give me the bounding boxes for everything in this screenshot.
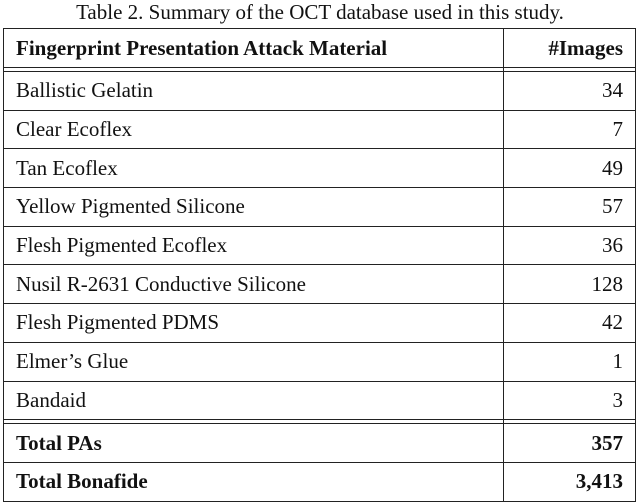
oct-database-table	[3, 28, 636, 502]
table-row	[4, 226, 636, 265]
table-row	[4, 188, 636, 227]
total-value: 357	[504, 424, 636, 463]
header-images: #Images	[504, 29, 636, 68]
images-cell: 34	[504, 72, 636, 111]
material-cell: Tan Ecoflex	[4, 149, 504, 188]
images-cell: 42	[504, 304, 636, 343]
header-material: Fingerprint Presentation Attack Material	[4, 29, 504, 68]
material-cell: Elmer’s Glue	[4, 342, 504, 381]
table-row	[4, 381, 636, 420]
table-row	[4, 110, 636, 149]
material-cell: Clear Ecoflex	[4, 110, 504, 149]
images-cell: 49	[504, 149, 636, 188]
table-row	[4, 342, 636, 381]
table-row	[4, 72, 636, 111]
total-value: 3,413	[504, 462, 636, 501]
total-pas-row	[4, 424, 636, 463]
material-cell: Flesh Pigmented PDMS	[4, 304, 504, 343]
material-cell: Flesh Pigmented Ecoflex	[4, 226, 504, 265]
images-cell: 36	[504, 226, 636, 265]
table-caption: Table 2. Summary of the OCT database used in this study.	[76, 0, 564, 24]
table-row	[4, 149, 636, 188]
total-label: Total PAs	[4, 424, 504, 463]
images-cell: 128	[504, 265, 636, 304]
material-cell: Bandaid	[4, 381, 504, 420]
material-cell: Yellow Pigmented Silicone	[4, 188, 504, 227]
material-cell: Nusil R-2631 Conductive Silicone	[4, 265, 504, 304]
images-cell: 7	[504, 110, 636, 149]
total-bonafide-row	[4, 462, 636, 501]
table-row	[4, 304, 636, 343]
material-cell: Ballistic Gelatin	[4, 72, 504, 111]
images-cell: 1	[504, 342, 636, 381]
images-cell: 3	[504, 381, 636, 420]
total-label: Total Bonafide	[4, 462, 504, 501]
table-row	[4, 265, 636, 304]
images-cell: 57	[504, 188, 636, 227]
table-header-row	[4, 29, 636, 68]
